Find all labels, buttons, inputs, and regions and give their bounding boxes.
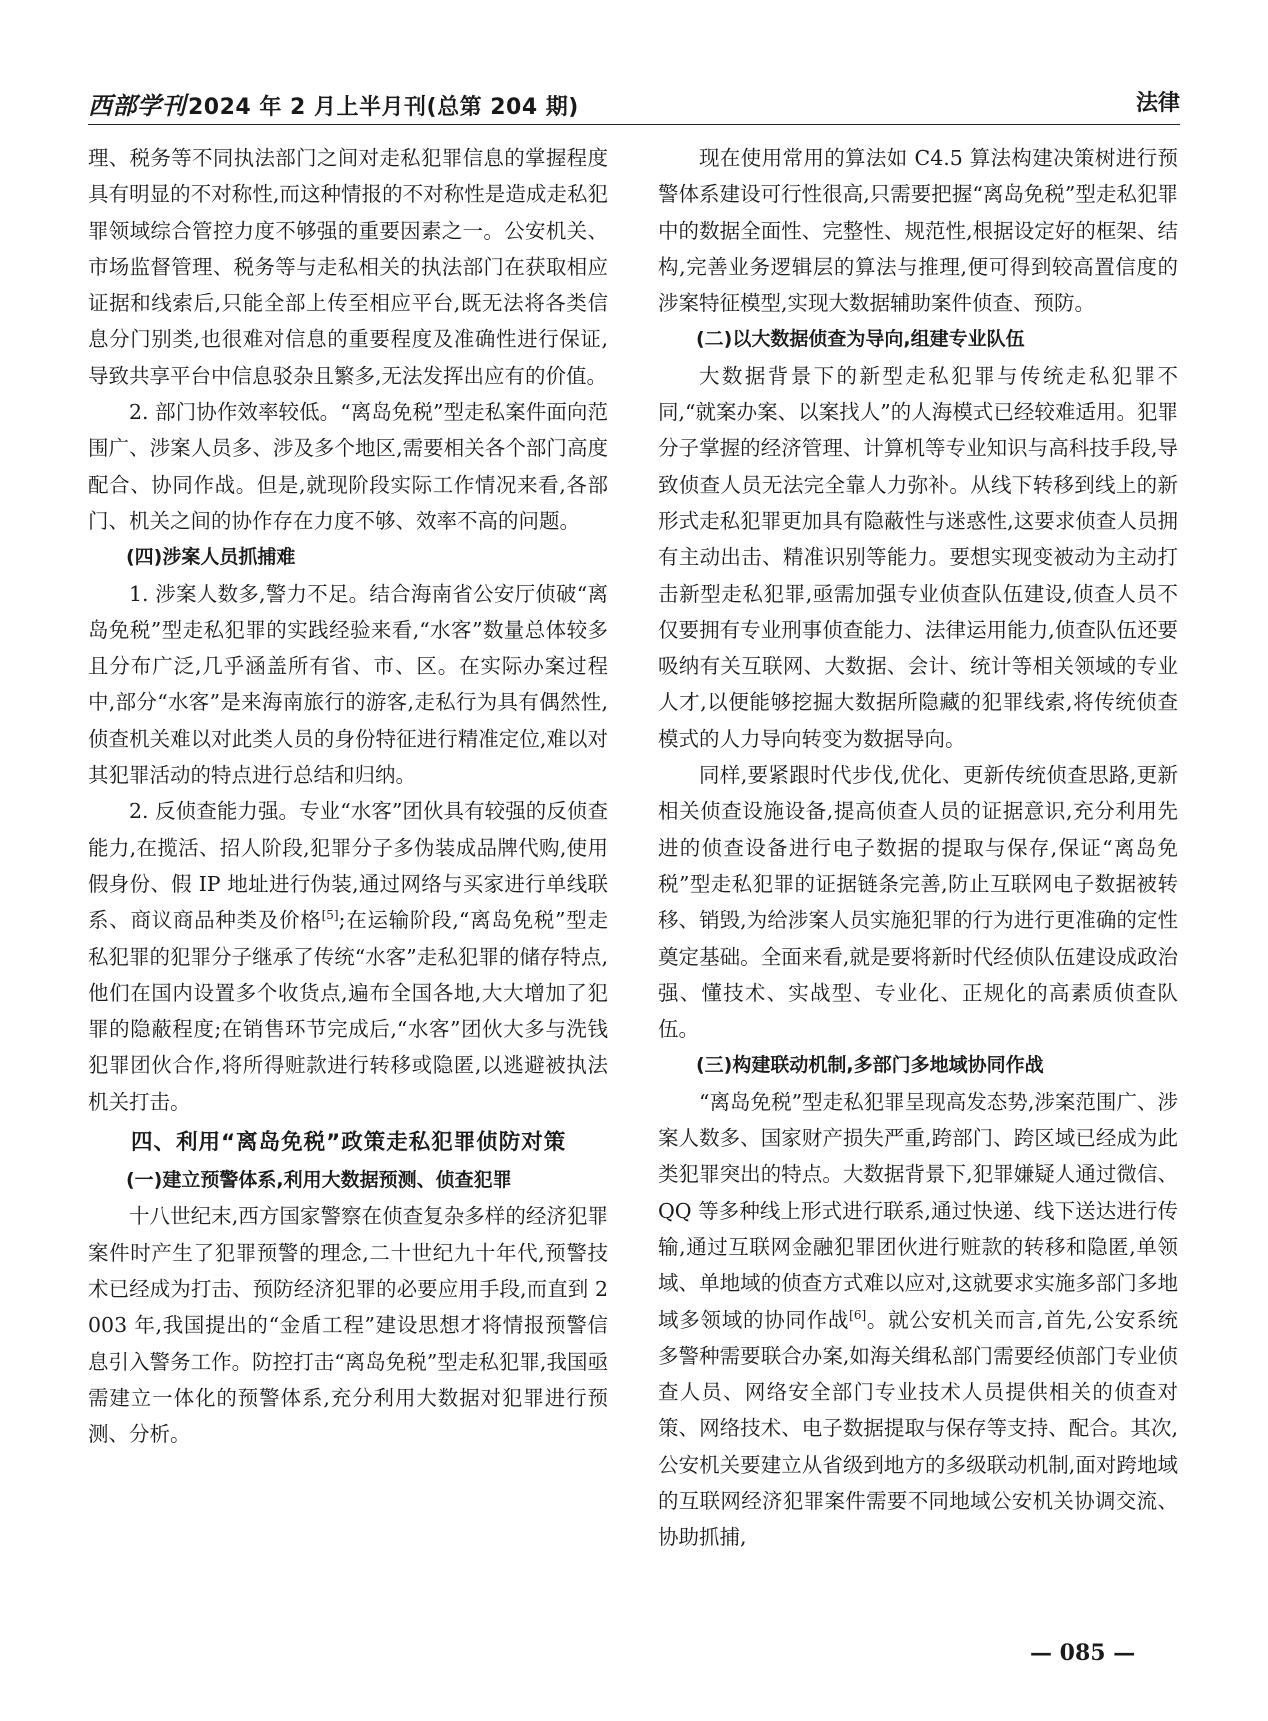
paragraph: “离岛免税”型走私犯罪呈现高发态势,涉案范围广、涉案人数多、国家财产损失严重,跨部门、跨区域已经成为此类犯罪突出的特点。大数据背景下,犯罪嫌疑人通过微信、QQ 等多种线上形式进行联系,通过快递、线下送达进行传输,通过互联网金融犯罪团伙进行赃款的转移和隐匿,单领域、单地域的侦查方式难以应对,这就要求实施多部门多地域多领域的协同作战[6]。就公安机关而言,首先,公安系统多警种需要联合办案,如海关缉私部门需要经侦部门专业侦查人员、网络安全部门专业技术人员提供相关的侦查对策、网络技术、电子数据提取与保存等支持、配合。其次,公安机关要建立从省级到地方的多级联动机制,面对跨地域的互联网经济犯罪案件需要不同地域公安机关协调交流、协助抓捕,: [658, 1089, 1178, 1550]
paragraph: 同样,要紧跟时代步伐,优化、更新传统侦查思路,更新相关侦查设施设备,提高侦查人员的证据意识,充分利用先进的侦查设备进行电子数据的提取与保存,保证“离岛免税”型走私犯罪的证据链条完善,防止互联网电子数据被转移、销毁,为给涉案人员实施犯罪的行为进行更准确的定性奠定基础。全面来看,就是要将新时代经侦队伍建设成政治强、懂技术、实战型、专业化、正规化的高素质侦查队伍。: [658, 763, 1178, 1042]
section-label: 法律: [1135, 91, 1180, 116]
subsection-heading: (一)建立预警体系,利用大数据预测、侦查犯罪: [126, 1169, 512, 1192]
issue-text: 2024 年 2 月上半月刊(总第 204 期): [188, 95, 579, 120]
journal-logo: 西部学刊: [88, 91, 186, 120]
right-column: [658, 140, 1178, 1556]
paragraph: 2. 部门协作效率较低。“离岛免税”型走私案件面向范围广、涉案人员多、涉及多个地区,需要相关各个部门高度配合、协同作战。但是,就现阶段实际工作情况来看,各部门、机关之间的协作存在力度不够、效率不高的问题。: [88, 400, 608, 533]
running-header: [88, 84, 1180, 125]
paragraph: 十八世纪末,西方国家警察在侦查复杂多样的经济犯罪案件时产生了犯罪预警的理念,二十世纪九十年代,预警技术已经成为打击、预防经济犯罪的必要应用手段,而直到 2003 年,我国提出的“金盾工程”建设思想才将情报预警信息引入警务工作。防控打击“离岛免税”型走私犯罪,我国亟需建立一体化的预警体系,充分利用大数据对犯罪进行预测、分析。: [88, 1204, 608, 1447]
citation-mark: [6]: [849, 1307, 867, 1322]
subsection-heading: (三)构建联动机制,多部门多地域协同作战: [696, 1054, 1044, 1077]
citation-mark: [5]: [321, 908, 339, 923]
journal-issue: [88, 86, 579, 121]
page-number: — 085 —: [1030, 1640, 1136, 1666]
paragraph: 大数据背景下的新型走私犯罪与传统走私犯罪不同,“就案办案、以案找人”的人海模式已经较难适用。犯罪分子掌握的经济管理、计算机等专业知识与高科技手段,导致侦查人员无法完全靠人力弥补。从线下转移到线上的新形式走私犯罪更加具有隐蔽性与迷惑性,这要求侦查人员拥有主动出击、精准识别等能力。要想实现变被动为主动打击新型走私犯罪,亟需加强专业侦查队伍建设,侦查人员不仅要拥有专业刑事侦查能力、法律运用能力,侦查队伍还要吸纳有关互联网、大数据、会计、统计等相关领域的专业人才,以便能够挖掘大数据所隐藏的犯罪线索,将传统侦查模式的人力导向转变为数据导向。: [658, 363, 1178, 751]
paragraph: 理、税务等不同执法部门之间对走私犯罪信息的掌握程度具有明显的不对称性,而这种情报的不对称性是造成走私犯罪领域综合管控力度不够强的重要因素之一。公安机关、市场监督管理、税务等与走私相关的执法部门在获取相应证据和线索后,只能全部上传至相应平台,既无法将各类信息分门别类,也很难对信息的重要程度及准确性进行保证,导致共享平台中信息驳杂且繁多,无法发挥出应有的价值。: [88, 146, 608, 388]
paragraph: 2. 反侦查能力强。专业“水客”团伙具有较强的反侦查能力,在揽活、招人阶段,犯罪分子多伪装成品牌代购,使用假身份、假 IP 地址进行伪装,通过网络与买家进行单线联系、商议商品种类及价格[5];在运输阶段,“离岛免税”型走私犯罪的犯罪分子继承了传统“水客”走私犯罪的储存特点,他们在国内设置多个收货点,遍布全国各地,大大增加了犯罪的隐蔽程度;在销售环节完成后,“水客”团伙大多与洗钱犯罪团伙合作,将所得赃款进行转移或隐匿,以逃避被执法机关打击。: [88, 799, 608, 1114]
section-heading: 四、利用“离岛免税”政策走私犯罪侦防对策: [131, 1130, 567, 1156]
subsection-heading: (二)以大数据侦查为导向,组建专业队伍: [696, 328, 1025, 351]
subsection-heading: (四)涉案人员抓捕难: [126, 546, 296, 569]
left-column: [88, 140, 608, 1452]
paragraph: 1. 涉案人数多,警力不足。结合海南省公安厅侦破“离岛免税”型走私犯罪的实践经验来看,“水客”数量总体较多且分布广泛,几乎涵盖所有省、市、区。在实际办案过程中,部分“水客”是来海南旅行的游客,走私行为具有偶然性,侦查机关难以对此类人员的身份特征进行精准定位,难以对其犯罪活动的特点进行总结和归纳。: [88, 581, 608, 788]
paragraph: 现在使用常用的算法如 C4.5 算法构建决策树进行预警体系建设可行性很高,只需要把握“离岛免税”型走私犯罪中的数据全面性、完整性、规范性,根据设定好的框架、结构,完善业务逻辑层的算法与推理,便可得到较高置信度的涉案特征模型,实现大数据辅助案件侦查、预防。: [658, 146, 1178, 316]
